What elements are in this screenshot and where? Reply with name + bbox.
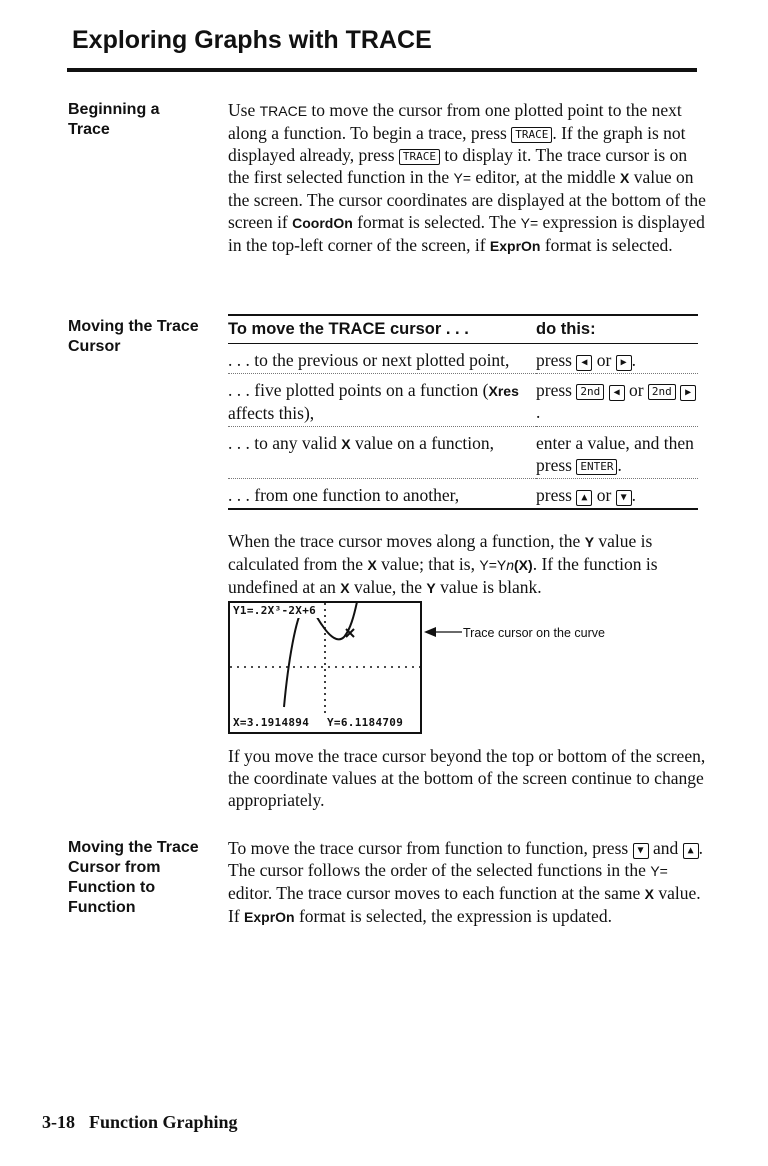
page-footer [42, 1112, 238, 1133]
expron-word: ExprOn [489, 238, 541, 254]
table-header-row [228, 315, 698, 344]
text: or [592, 350, 616, 370]
text: enter a value, and then press [536, 433, 694, 475]
text: to display it. The trace cursor is on the first selected function in the [228, 145, 688, 187]
text: expression is displayed in the top-left corner of the screen, if [228, 212, 705, 255]
paragraph-function-to-function [228, 837, 706, 928]
table-cell [536, 344, 698, 374]
text: value; that is, [376, 554, 480, 574]
paragraph-beginning-trace [228, 99, 706, 257]
formula-part: (X) [514, 557, 533, 573]
text: . [617, 455, 622, 475]
table-row [228, 479, 698, 510]
x-word: X [644, 886, 654, 902]
trace-key: TRACE [399, 149, 440, 165]
yeq-word: Y= [453, 170, 471, 186]
text: value on the screen. The cursor coordinates are displayed at the bottom of the screen if [228, 167, 706, 232]
up-arrow-key-icon: ▲ [576, 490, 592, 506]
text: To move the trace cursor from function to function, press [228, 838, 633, 858]
y-word: Y [584, 534, 595, 550]
heading-line: Function [68, 899, 136, 916]
table-row [228, 427, 698, 479]
table-header-cell: do this: [536, 315, 698, 344]
text: Use [228, 100, 260, 120]
text: . [631, 485, 637, 505]
formula-part: Y=Y [479, 557, 507, 573]
up-arrow-key-icon: ▲ [683, 843, 699, 859]
left-arrow-key-icon: ◀ [609, 385, 625, 401]
yeq-word: Y= [650, 863, 668, 879]
text: value. If [228, 883, 701, 926]
heading-line: Function to [68, 879, 156, 896]
trace-movement-table [228, 314, 698, 510]
text: press [536, 380, 577, 400]
function-curve [284, 603, 358, 707]
heading-line: Beginning a [68, 101, 160, 118]
x-word: X [340, 580, 350, 596]
text: press [536, 485, 577, 505]
heading-line: Moving the Trace [68, 839, 199, 856]
table-cell [536, 427, 698, 479]
text: value is calculated from the [228, 531, 653, 574]
table-cell: . . . from one function to another, [228, 479, 536, 510]
heading-moving-function-to-function [68, 838, 199, 918]
table-cell [228, 427, 536, 479]
paragraph-beyond-screen: If you move the trace cursor beyond the top or bottom of the screen, the coordinate values at the bottom of the screen continue to change appropriately. [228, 746, 706, 810]
coordon-word: CoordOn [292, 215, 353, 231]
text: and [648, 838, 683, 858]
text: to move the cursor from one plotted point to the next along a function. To begin a trace, press [228, 100, 682, 143]
enter-key: ENTER [576, 459, 617, 475]
trace-key: TRACE [511, 127, 552, 143]
trace-word: TRACE [259, 103, 308, 119]
x-word: X [619, 170, 630, 186]
calculator-graph-screen [228, 601, 422, 734]
table-cell [536, 374, 698, 427]
table-cell: . . . to the previous or next plotted point, [228, 344, 536, 374]
yeq-word: Y= [520, 215, 539, 231]
table-row [228, 344, 698, 374]
table-row [228, 374, 698, 427]
expron-word: ExprOn [244, 909, 295, 925]
footer-chapter: Function Graphing [89, 1112, 238, 1132]
table-cell [536, 479, 698, 510]
footer-page-number: 3-18 [42, 1112, 75, 1132]
text: . [536, 402, 541, 422]
text: When the trace cursor moves along a function, the [228, 531, 585, 551]
screen-x-readout: X=3.1914894 [233, 716, 310, 729]
heading-line: Trace [68, 121, 110, 138]
heading-line: Cursor from [68, 859, 161, 876]
text: format is selected, the expression is updated. [294, 906, 612, 926]
text: . . . to any valid [228, 433, 342, 453]
heading-line: Cursor [68, 338, 121, 355]
xres-word: Xres [488, 383, 519, 399]
text: . [631, 350, 637, 370]
x-word: X [341, 436, 351, 452]
text: . . . five plotted points on a function ( [228, 380, 489, 400]
y-word: Y [426, 580, 436, 596]
right-arrow-key-icon: ▶ [616, 355, 632, 371]
text: format is selected. The [352, 212, 521, 232]
heading-beginning-trace [68, 100, 160, 140]
2nd-key: 2nd [576, 384, 604, 400]
2nd-key: 2nd [648, 384, 676, 400]
graph-plot [230, 603, 420, 732]
page-title: Exploring Graphs with TRACE [72, 26, 432, 54]
paragraph-trace-y-value [228, 530, 706, 599]
text: value on a function, [350, 433, 494, 453]
down-arrow-key-icon: ▼ [616, 490, 632, 506]
heading-moving-trace-cursor [68, 317, 199, 357]
text: format is selected. [540, 235, 673, 255]
text: editor. The trace cursor moves to each function at the same [228, 883, 645, 903]
formula [479, 557, 532, 573]
down-arrow-key-icon: ▼ [633, 843, 649, 859]
text: editor, at the middle [471, 167, 620, 187]
text: . If the function is undefined at an [228, 554, 658, 597]
text: . The cursor follows the order of the selected functions in the [228, 838, 703, 880]
text: press [536, 350, 577, 370]
left-arrow-key-icon: ◀ [576, 355, 592, 371]
heading-line: Moving the Trace [68, 318, 199, 335]
text: value is blank. [435, 577, 542, 597]
callout-arrow-icon [424, 622, 464, 642]
screen-expression: Y1=.2X³-2X+6 [233, 604, 317, 617]
callout-label: Trace cursor on the curve [463, 626, 605, 640]
text: or [592, 485, 616, 505]
text: or [624, 380, 648, 400]
title-rule [67, 68, 697, 72]
table-cell [228, 374, 536, 427]
screen-y-readout: Y=6.1184709 [327, 716, 404, 729]
formula-n: n [506, 557, 515, 573]
text: value, the [349, 577, 427, 597]
right-arrow-key-icon: ▶ [680, 385, 696, 401]
text: affects this), [228, 403, 315, 423]
text: . If the graph is not displayed already, press [228, 123, 686, 165]
table-header-cell: To move the TRACE cursor . . . [228, 315, 536, 344]
x-word: X [367, 557, 377, 573]
